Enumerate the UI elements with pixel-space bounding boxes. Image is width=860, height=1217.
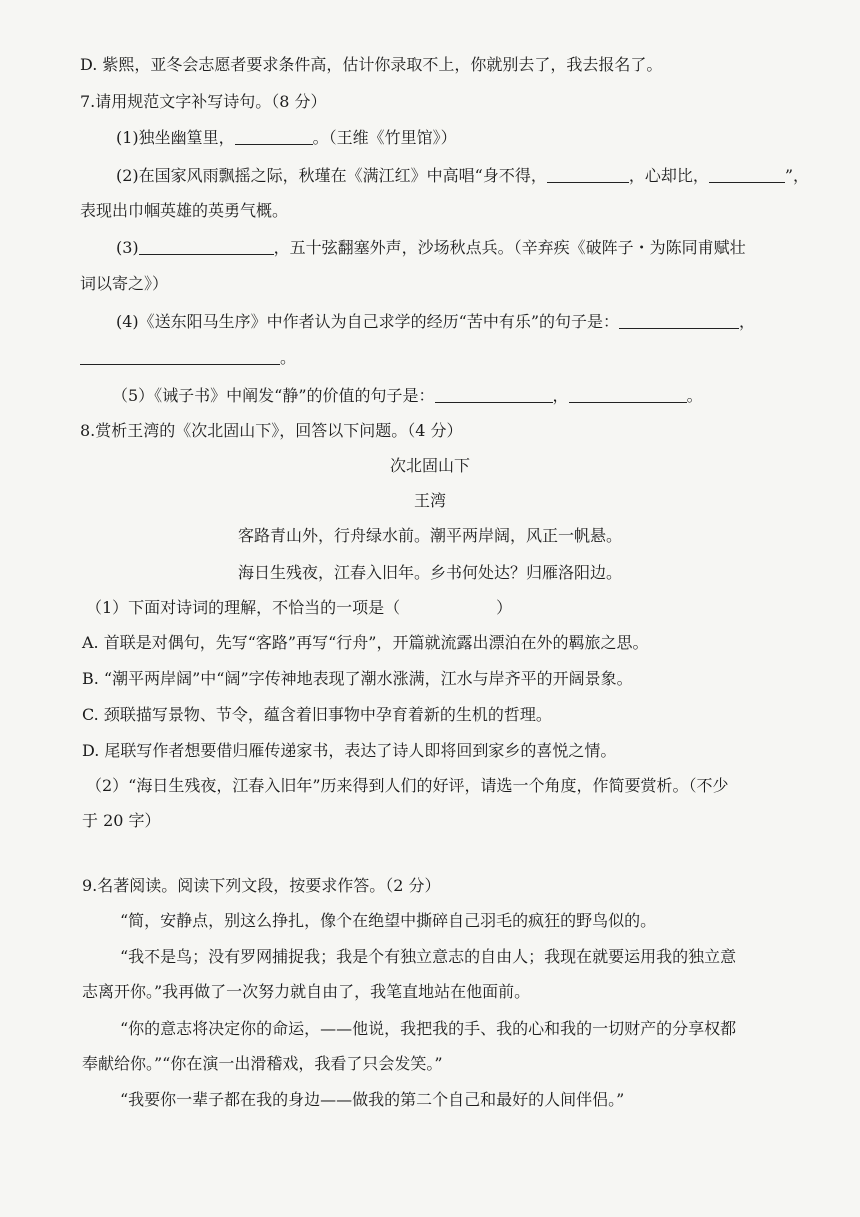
- answer-blank[interactable]: [435, 386, 553, 403]
- q6-option-d: D. 紫熙，亚冬会志愿者要求条件高，估计你录取不上，你就别去了，我去报名了。: [80, 55, 663, 74]
- answer-blank[interactable]: [709, 166, 785, 183]
- q7-part3-cont: 词以寄之》）: [80, 274, 169, 293]
- q9-para-2: “我不是鸟；没有罗网捕捉我；我是个有独立意志的自由人；我现在就要运用我的独立意: [120, 947, 737, 966]
- q9-para-4: “我要你一辈子都在我的身边——做我的第二个自己和最好的人间伴侣。”: [120, 1090, 625, 1109]
- q9-para-3-cont: 奉献给你。”“你在演一出滑稽戏，我看了只会发笑。”: [82, 1054, 443, 1073]
- q9-stem: 9.名著阅读。阅读下列文段，按要求作答。（2 分）: [82, 876, 441, 895]
- q7-part2: (2)在国家风雨飘摇之际，秋瑾在《满江红》中高唱“身不得， ，心却比， ”，: [116, 166, 810, 185]
- q8-sub2-cont: 于 20 字）: [82, 811, 161, 830]
- q8-option-c: C. 颈联描写景物、节令，蕴含着旧事物中孕育着新的生机的哲理。: [82, 705, 552, 724]
- poem-line-2: 海日生残夜，江春入旧年。乡书何处达？归雁洛阳边。: [237, 563, 622, 582]
- q8-sub1: （1）下面对诗词的理解，不恰当的一项是（ ）: [86, 598, 513, 617]
- answer-blank[interactable]: [139, 238, 274, 255]
- q7-part2-cont: 表现出巾帼英雄的英勇气概。: [80, 201, 289, 220]
- q9-para-3: “你的意志将决定你的命运，——他说，我把我的手、我的心和我的一切财产的分享权都: [120, 1019, 737, 1038]
- q7-stem: 7.请用规范文字补写诗句。（8 分）: [80, 92, 327, 111]
- q8-option-b: B. “潮平两岸阔”中“阔”字传神地表现了潮水涨满，江水与岸齐平的开阔景象。: [82, 669, 633, 688]
- q8-option-d: D. 尾联写作者想要借归雁传递家书，表达了诗人即将回到家乡的喜悦之情。: [82, 741, 617, 760]
- poem-title: 次北固山下: [389, 456, 470, 475]
- answer-blank[interactable]: [80, 348, 280, 365]
- q7-part4: (4)《送东阳马生序》中作者认为自己求学的经历“苦中有乐”的句子是： ，: [116, 312, 756, 331]
- q9-para-2-cont: 志离开你。”我再做了一次努力就自由了，我笔直地站在他面前。: [82, 982, 531, 1001]
- q9-para-1: “简，安静点，别这么挣扎，像个在绝望中撕碎自己羽毛的疯狂的野鸟似的。: [120, 911, 657, 930]
- q7-part1: (1)独坐幽篁里， 。（王维《竹里馆》）: [116, 128, 457, 147]
- answer-blank[interactable]: [619, 312, 739, 329]
- q7-part3: (3) ，五十弦翻塞外声，沙场秋点兵。（辛弃疾《破阵子・为陈同甫赋壮: [116, 238, 746, 257]
- poem-line-1: 客路青山外，行舟绿水前。潮平两岸阔，风正一帆悬。: [237, 526, 622, 545]
- answer-blank[interactable]: [547, 166, 629, 183]
- q8-sub2: （2）“海日生残夜，江春入旧年”历来得到人们的好评，请选一个角度，作简要赏析。（不少: [86, 776, 729, 795]
- answer-blank[interactable]: [569, 386, 687, 403]
- poem-author: 王湾: [413, 491, 446, 510]
- q8-option-a: A. 首联是对偶句，先写“客路”再写“行舟”，开篇就流露出漂泊在外的羁旅之思。: [82, 633, 649, 652]
- q7-part5: （5）《诫子书》中阐发“静”的价值的句子是： ， 。: [112, 386, 703, 405]
- answer-blank[interactable]: [235, 128, 313, 145]
- q8-stem: 8.赏析王湾的《次北固山下》，回答以下问题。（4 分）: [80, 421, 463, 440]
- q7-part4-cont: 。: [80, 347, 296, 369]
